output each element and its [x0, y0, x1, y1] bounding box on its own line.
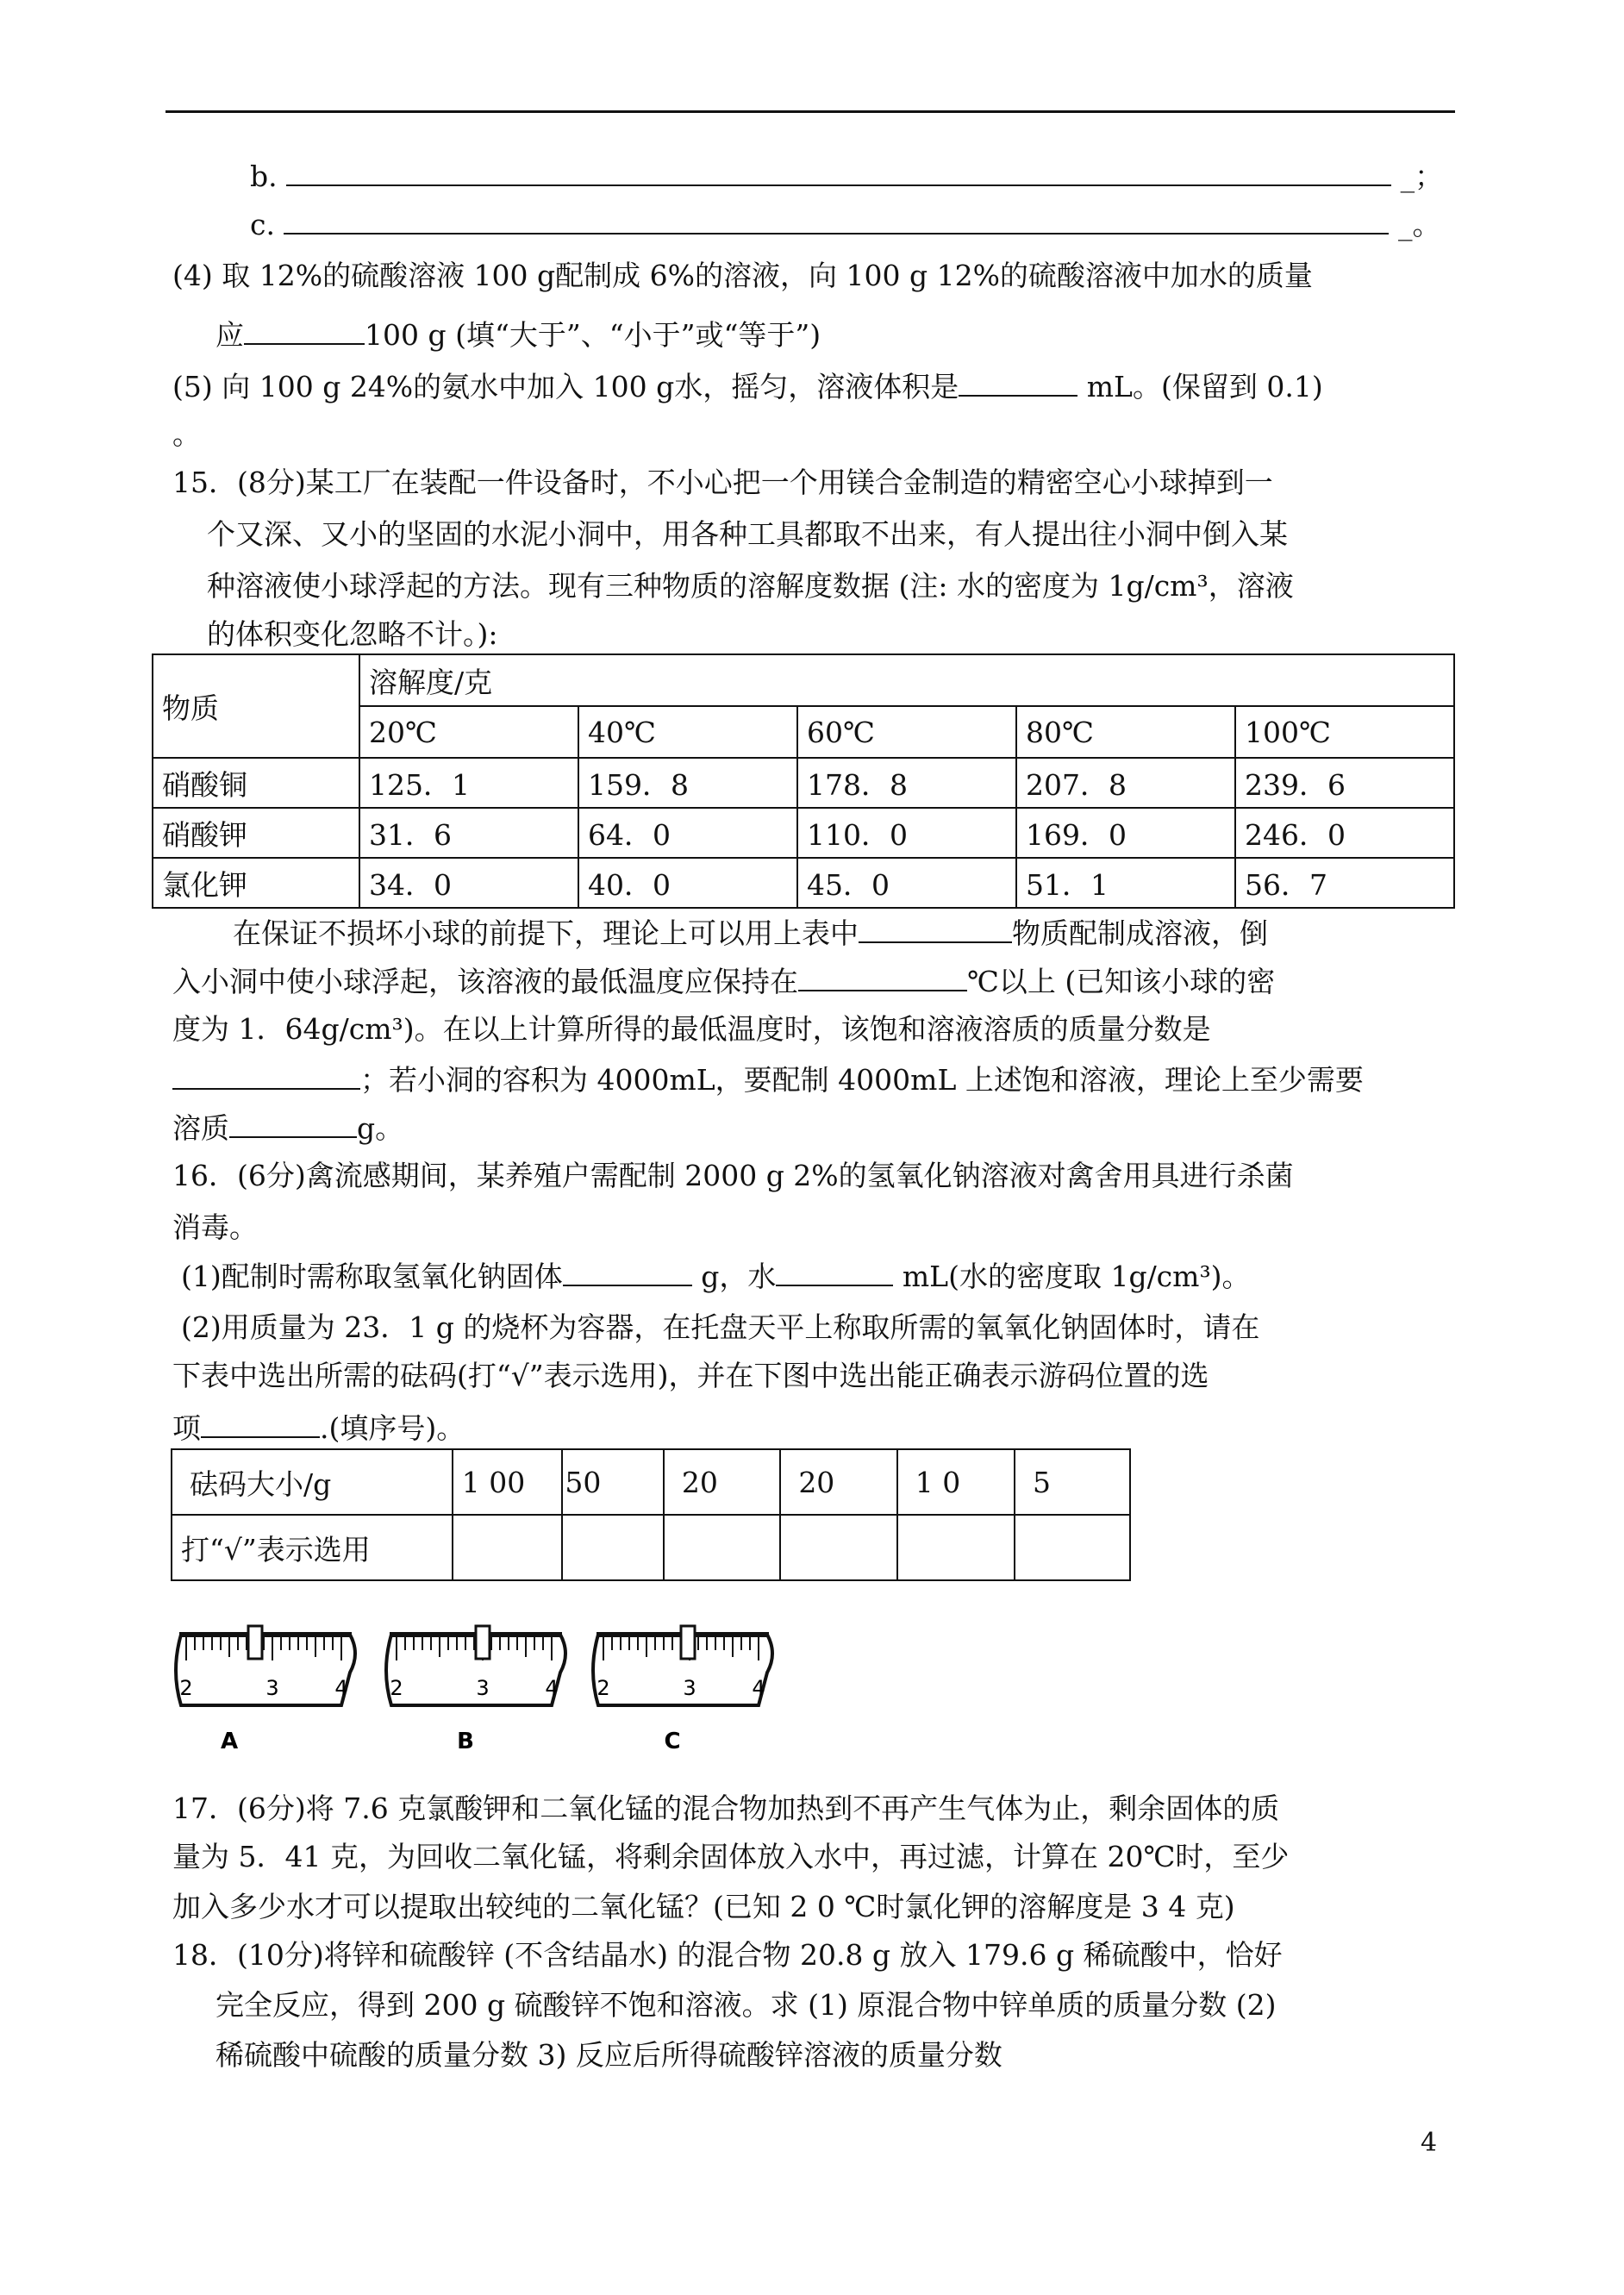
table-cell: 34．0 — [359, 858, 578, 908]
q14-c-line: c. _。 — [250, 208, 1441, 241]
check-cell[interactable] — [562, 1515, 663, 1580]
q14-part5-end: 。 — [172, 417, 201, 451]
answer-blank[interactable] — [229, 1110, 357, 1138]
weight-value: 1 00 — [453, 1449, 563, 1515]
answer-blank[interactable] — [286, 159, 1391, 186]
table-row — [153, 808, 1454, 858]
q16-part1: (1)配制时需称取氢氧化钠固体 g，水 mL(水的密度取 1g/cm³)。 — [181, 1260, 1251, 1293]
ruler-label-a: A — [220, 1729, 239, 1754]
solubility-table — [152, 653, 1455, 909]
answer-blank[interactable] — [563, 1259, 692, 1286]
answer-blank[interactable] — [244, 317, 365, 345]
substance-name: 硝酸铜 — [153, 758, 359, 808]
answer-blank[interactable] — [859, 916, 1012, 943]
temp-header: 60℃ — [797, 706, 1016, 758]
answer-blank[interactable] — [776, 1259, 893, 1286]
svg-text:3: 3 — [476, 1676, 490, 1700]
ruler-option-c[interactable] — [593, 1626, 772, 1754]
table-cell: 56．7 — [1235, 858, 1454, 908]
q15-line1: 15．(8分)某工厂在装配一件设备时，不小心把一个用镁合金制造的精密空心小球掉到一 — [172, 466, 1273, 499]
svg-text:2: 2 — [597, 1676, 610, 1700]
temp-header: 100℃ — [1235, 706, 1454, 758]
ruler-label-b: B — [457, 1729, 474, 1754]
weight-value: 20 — [780, 1449, 896, 1515]
weights-row-label: 砝码大小/g — [172, 1449, 453, 1515]
q18-line3: 稀硫酸中硫酸的质量分数 3) 反应后所得硫酸锌溶液的质量分数 — [215, 2038, 1003, 2072]
check-cell[interactable] — [664, 1515, 780, 1580]
table-cell: 246．0 — [1235, 808, 1454, 858]
weight-value: 5 — [1015, 1449, 1130, 1515]
q16-part2-line1: (2)用质量为 23．1 g 的烧杯为容器，在托盘天平上称取所需的氧氧化钠固体时，请在 — [181, 1310, 1260, 1344]
table-cell: 40．0 — [578, 858, 797, 908]
svg-text:2: 2 — [390, 1676, 403, 1700]
header-solubility: 溶解度/克 — [359, 654, 1454, 706]
q16-line2: 消毒。 — [172, 1210, 258, 1244]
ruler-option-b[interactable] — [386, 1626, 565, 1754]
table-cell: 45．0 — [797, 858, 1016, 908]
answer-blank[interactable] — [959, 369, 1077, 397]
q15-line3: 种溶液使小球浮起的方法。现有三种物质的溶解度数据 (注: 水的密度为 1g/cm³，溶液 — [207, 569, 1294, 603]
q15-line2: 个又深、又小的坚固的水泥小洞中，用各种工具都取不出来，有人提出往小洞中倒入某 — [207, 517, 1288, 551]
q14-part4-line2: 应 100 g (填“大于”、“小于”或“等于”) — [215, 318, 821, 352]
rider-rulers-figure — [169, 1619, 807, 1757]
q18-line1: 18．(10分)将锌和硫酸锌 (不含结晶水) 的混合物 20.8 g 放入 179.6 g 稀硫酸中，恰好 — [172, 1938, 1283, 1972]
table-cell: 64．0 — [578, 808, 797, 858]
q14-b-line: b. _； — [250, 159, 1444, 193]
q17-line2: 量为 5．41 克，为回收二氧化锰，将剩余固体放入水中，再过滤，计算在 20℃时，至少 — [172, 1840, 1290, 1873]
check-cell[interactable] — [1015, 1515, 1130, 1580]
check-cell[interactable] — [897, 1515, 1015, 1580]
weight-value: 50 — [562, 1449, 663, 1515]
temp-header: 20℃ — [359, 706, 578, 758]
table-cell: 178．8 — [797, 758, 1016, 808]
check-cell[interactable] — [453, 1515, 563, 1580]
check-cell[interactable] — [780, 1515, 896, 1580]
q14-part4-line1: (4) 取 12%的硫酸溶液 100 g配制成 6%的溶液，向 100 g 12%的硫酸溶液中加水的质量 — [172, 259, 1313, 292]
substance-name: 硝酸钾 — [153, 808, 359, 858]
q18-line2: 完全反应，得到 200 g 硫酸锌不饱和溶液。求 (1) 原混合物中锌单质的质量分数 (2) — [215, 1988, 1277, 2022]
page-number: 4 — [1421, 2128, 1438, 2158]
q16-line1: 16．(6分)禽流感期间，某养殖户需配制 2000 g 2%的氢氧化钠溶液对禽舍用具进行杀菌 — [172, 1159, 1294, 1192]
q17-line1: 17．(6分)将 7.6 克氯酸钾和二氧化锰的混合物加热到不再产生气体为止，剩余固体的质 — [172, 1792, 1280, 1825]
svg-text:4: 4 — [752, 1676, 765, 1700]
ruler-option-a[interactable] — [176, 1626, 355, 1754]
substance-name: 氯化钾 — [153, 858, 359, 908]
q15-after-line2: 入小洞中使小球浮起，该溶液的最低温度应保持在 ℃以上 (已知该小球的密 — [172, 965, 1276, 998]
q16-part2-line2: 下表中选出所需的砝码(打“√”表示选用)，并在下图中选出能正确表示游码位置的选 — [172, 1359, 1209, 1392]
header-rule — [166, 110, 1455, 113]
svg-text:4: 4 — [545, 1676, 559, 1700]
table-cell: 159．8 — [578, 758, 797, 808]
table-row — [153, 758, 1454, 808]
q15-after-line3: 度为 1．64g/cm³)。在以上计算所得的最低温度时，该饱和溶液溶质的质量分数是 — [172, 1012, 1211, 1046]
answer-blank[interactable] — [201, 1410, 320, 1438]
table-cell: 125．1 — [359, 758, 578, 808]
temp-header: 80℃ — [1016, 706, 1235, 758]
weight-value: 1 0 — [897, 1449, 1015, 1515]
table-row — [153, 858, 1454, 908]
temp-header: 40℃ — [578, 706, 797, 758]
ruler-label-c: C — [664, 1729, 681, 1754]
table-cell: 169．0 — [1016, 808, 1235, 858]
table-cell: 51．1 — [1016, 858, 1235, 908]
q15-after-line4: ；若小洞的容积为 4000mL，要配制 4000mL 上述饱和溶液，理论上至少需要 — [172, 1062, 1364, 1097]
svg-text:2: 2 — [179, 1676, 193, 1700]
table-cell: 110．0 — [797, 808, 1016, 858]
q15-line4: 的体积变化忽略不计。): — [207, 617, 498, 651]
q15-after-line5: 溶质 g。 — [172, 1111, 404, 1145]
svg-text:3: 3 — [683, 1676, 696, 1700]
svg-text:4: 4 — [334, 1676, 348, 1700]
header-substance: 物质 — [153, 654, 359, 758]
answer-blank[interactable] — [284, 207, 1389, 235]
answer-blank[interactable] — [798, 964, 967, 991]
weight-value: 20 — [664, 1449, 780, 1515]
table-cell: 207．8 — [1016, 758, 1235, 808]
table-cell: 239．6 — [1235, 758, 1454, 808]
q16-part2-line3: 项 .(填序号)。 — [172, 1411, 465, 1445]
q14-part5-line: (5) 向 100 g 24%的氨水中加入 100 g水，摇匀，溶液体积是 mL。(保留到 0.1) — [172, 370, 1323, 403]
q17-line3: 加入多少水才可以提取出较纯的二氧化锰？(已知 2 0 ℃时氯化钾的溶解度是 3 4 克) — [172, 1890, 1235, 1923]
table-cell: 31．6 — [359, 808, 578, 858]
svg-text:3: 3 — [265, 1676, 279, 1700]
weights-table — [171, 1448, 1131, 1581]
select-row-label: 打“√”表示选用 — [172, 1515, 453, 1580]
q15-after-line1: 在保证不损坏小球的前提下，理论上可以用上表中 物质配制成溶液，倒 — [233, 916, 1268, 950]
answer-blank[interactable] — [172, 1062, 360, 1090]
